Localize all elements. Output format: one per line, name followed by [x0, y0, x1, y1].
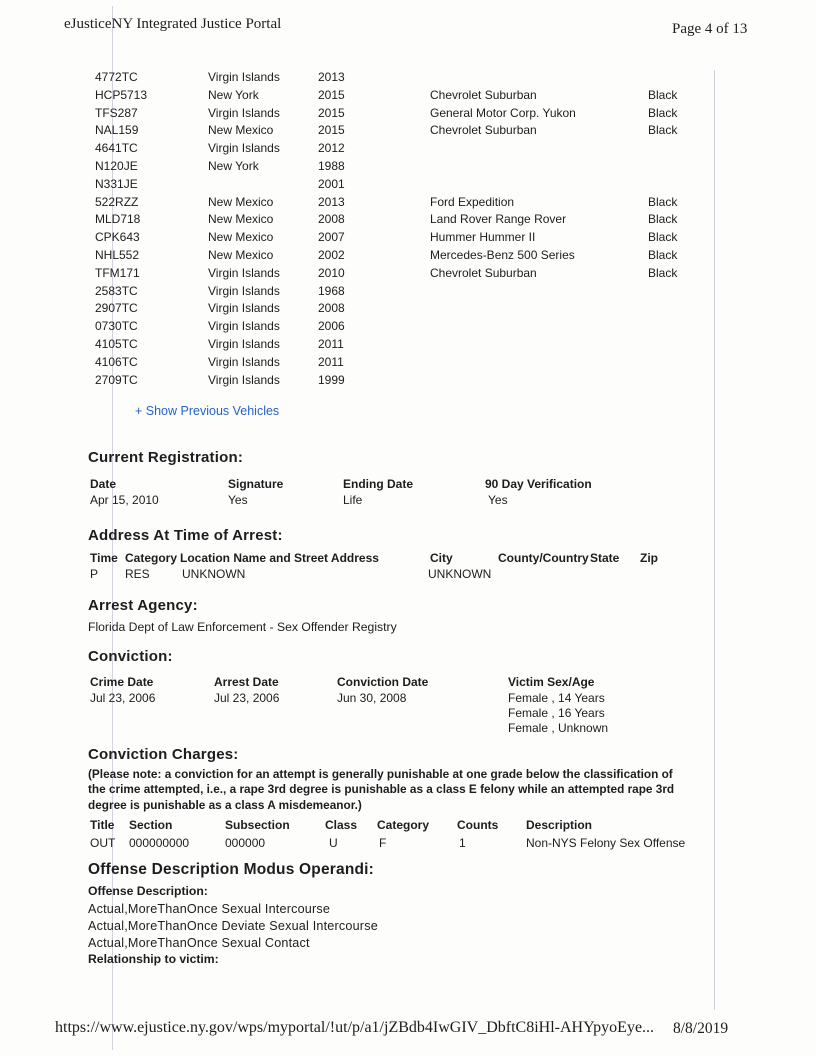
vehicle-year: 2007	[318, 230, 345, 245]
vehicle-year: 2008	[318, 212, 345, 227]
victim-list	[508, 691, 608, 737]
vehicle-year: 2008	[318, 301, 345, 316]
conv-conviction-date-value: Jun 30, 2008	[337, 691, 407, 705]
conv-arrest-date-value: Jul 23, 2006	[214, 691, 280, 705]
offense-description-label: Offense Description:	[88, 884, 208, 898]
note-line: degree is punishable as a class A misdemeanor.)	[88, 797, 362, 812]
vehicle-row	[95, 140, 775, 158]
arrest-agency-heading: Arrest Agency:	[88, 597, 198, 614]
vehicle-make-model: Chevrolet Suburban	[430, 87, 537, 102]
current-registration-value-row	[90, 493, 790, 509]
vehicle-color: Black	[648, 265, 678, 280]
vehicle-year: 2006	[318, 319, 345, 334]
vehicle-plate: 2907TC	[95, 301, 138, 316]
vehicle-make-model: Chevrolet Suburban	[430, 265, 537, 280]
vehicle-row	[95, 372, 775, 390]
offense-description-entry: Actual,MoreThanOnce Sexual Contact	[88, 936, 310, 950]
vehicle-plate: 0730TC	[95, 319, 138, 334]
vehicle-make-model: Hummer Hummer II	[430, 230, 536, 245]
addr-city-value: UNKNOWN	[428, 567, 492, 581]
charge-class-value: U	[329, 836, 338, 850]
addr-col-zip: Zip	[640, 551, 658, 565]
vehicle-plate: CPK643	[95, 230, 140, 245]
vehicle-state: Virgin Islands	[208, 319, 280, 334]
vehicle-make-model: Mercedes-Benz 500 Series	[430, 247, 575, 262]
addr-category-value: RES	[125, 567, 150, 581]
vehicle-color: Black	[648, 247, 678, 262]
addr-col-time: Time	[90, 551, 118, 565]
vehicle-plate: TFS287	[95, 105, 138, 120]
relationship-to-victim-label: Relationship to victim:	[88, 952, 219, 966]
reg-col-ending-date: Ending Date	[343, 477, 414, 491]
vehicle-color: Black	[648, 194, 678, 209]
victim-entry: Female , 16 Years	[508, 706, 605, 721]
vehicle-plate: 4106TC	[95, 354, 138, 369]
addr-col-city: City	[430, 551, 453, 565]
charge-col-subsection: Subsection	[225, 818, 290, 832]
conviction-heading: Conviction:	[88, 648, 173, 665]
vehicle-color: Black	[648, 105, 678, 120]
vehicle-row	[95, 336, 775, 354]
vehicle-plate: 4772TC	[95, 70, 138, 84]
charge-counts-value: 1	[459, 836, 466, 850]
victim-entry: Female , Unknown	[508, 721, 609, 736]
footer-print-date: 8/8/2019	[673, 1020, 729, 1037]
note-line: the crime attempted, i.e., a rape 3rd degree is punishable as a class E felony while an attempted rape 3rd	[88, 782, 675, 797]
charge-col-counts: Counts	[457, 818, 499, 832]
vehicle-row	[95, 194, 775, 212]
vehicle-color: Black	[648, 123, 678, 138]
address-at-arrest-heading: Address At Time of Arrest:	[88, 527, 283, 544]
note-line: (Please note: a conviction for an attempt is generally punishable at one grade below the classification of	[88, 767, 673, 781]
charges-header-row	[90, 818, 790, 834]
vehicle-year: 2015	[318, 123, 345, 138]
vehicle-year: 2010	[318, 265, 345, 280]
reg-col-signature: Signature	[228, 477, 284, 491]
vehicle-year: 2013	[318, 70, 345, 84]
vehicle-make-model: Ford Expedition	[430, 194, 515, 209]
vehicle-plate: 2709TC	[95, 372, 138, 387]
vehicle-state: New Mexico	[208, 194, 274, 209]
vehicle-year: 2011	[318, 336, 344, 351]
victim-entry: Female , 14 Years	[508, 691, 605, 705]
reg-signature-value: Yes	[228, 493, 248, 507]
vehicle-state: New Mexico	[208, 247, 274, 262]
vehicle-row	[95, 229, 775, 247]
vehicle-year: 2013	[318, 194, 345, 209]
vehicle-state: Virgin Islands	[208, 283, 280, 298]
vehicle-make-model: Land Rover Range Rover	[430, 212, 567, 227]
arrest-agency-value: Florida Dept of Law Enforcement - Sex Offender Registry	[88, 620, 397, 634]
vehicle-plate: NHL552	[95, 247, 140, 262]
page-number: Page 4 of 13	[672, 21, 748, 37]
vehicle-state: Virgin Islands	[208, 301, 280, 316]
vehicle-row	[95, 300, 775, 318]
vehicle-state: Virgin Islands	[208, 336, 280, 351]
charge-description-value: Non-NYS Felony Sex Offense	[526, 836, 686, 850]
vehicle-plate: 2583TC	[95, 283, 138, 298]
addr-location-value: UNKNOWN	[182, 567, 246, 581]
vehicle-state: Virgin Islands	[208, 372, 280, 387]
conv-col-crime-date: Crime Date	[90, 675, 154, 689]
vehicle-year: 1968	[318, 283, 345, 298]
addr-col-county-country: County/Country	[498, 551, 589, 565]
vehicle-year: 2002	[318, 247, 345, 262]
vehicle-color: Black	[648, 87, 678, 102]
vehicle-row	[95, 354, 775, 372]
conviction-charges-note	[88, 767, 674, 813]
addr-col-location: Location Name and Street Address	[180, 551, 379, 565]
current-registration-heading: Current Registration:	[88, 449, 244, 466]
offense-description-entry: Actual,MoreThanOnce Sexual Intercourse	[88, 902, 331, 916]
vehicle-year: 2015	[318, 105, 345, 120]
charge-col-category: Category	[377, 818, 430, 832]
vehicle-year: 1999	[318, 372, 345, 387]
conv-col-victim-sex-age: Victim Sex/Age	[508, 675, 595, 689]
vehicle-plate: 4641TC	[95, 141, 138, 156]
addr-col-state: State	[590, 551, 620, 565]
offense-description-entry: Actual,MoreThanOnce Deviate Sexual Intercourse	[88, 919, 378, 933]
reg-90-day-value: Yes	[488, 493, 508, 507]
vehicle-plate: N120JE	[95, 158, 138, 173]
vehicle-plate: MLD718	[95, 212, 141, 227]
vehicle-state: Virgin Islands	[208, 70, 280, 84]
vehicle-row	[95, 247, 775, 265]
vehicle-row	[95, 105, 775, 123]
vehicle-state: Virgin Islands	[208, 354, 280, 369]
vehicle-row	[95, 283, 775, 301]
vehicle-plate: HCP5713	[95, 87, 148, 102]
show-previous-vehicles-link[interactable]: + Show Previous Vehicles	[135, 404, 280, 418]
vehicle-state: New Mexico	[208, 230, 274, 245]
vehicle-row	[95, 318, 775, 336]
charge-col-title: Title	[90, 818, 115, 832]
vehicle-state: New Mexico	[208, 123, 274, 138]
charges-value-row	[90, 836, 790, 852]
vehicle-plate: 4105TC	[95, 336, 138, 351]
address-header-row	[90, 551, 790, 567]
reg-col-date: Date	[90, 477, 117, 491]
vehicle-state: Virgin Islands	[208, 105, 280, 120]
vehicle-year: 1988	[318, 158, 345, 173]
conviction-charges-heading: Conviction Charges:	[88, 746, 239, 763]
vehicle-state: New York	[208, 158, 259, 173]
vehicle-year: 2011	[318, 354, 344, 369]
vehicle-row	[95, 69, 775, 87]
vehicle-state: Virgin Islands	[208, 265, 280, 280]
conv-crime-date-value: Jul 23, 2006	[90, 691, 156, 705]
vehicle-make-model: Chevrolet Suburban	[430, 123, 537, 138]
charge-col-class: Class	[325, 818, 358, 832]
charge-section-value: 000000000	[129, 836, 190, 850]
charge-subsection-value: 000000	[225, 836, 266, 850]
vehicle-plate: N331JE	[95, 176, 138, 191]
vehicle-state: New York	[208, 87, 259, 102]
vehicle-color: Black	[648, 230, 678, 245]
vehicle-row	[95, 176, 775, 194]
vehicle-year: 2012	[318, 141, 345, 156]
reg-col-90-day-verification: 90 Day Verification	[485, 477, 592, 491]
vehicle-plate: NAL159	[95, 123, 139, 138]
reg-ending-date-value: Life	[343, 493, 363, 507]
offense-mo-heading: Offense Description Modus Operandi:	[88, 861, 375, 878]
vehicle-row	[95, 158, 775, 176]
vehicle-year: 2001	[318, 176, 345, 191]
vehicle-make-model: General Motor Corp. Yukon	[430, 105, 576, 120]
vehicle-state: Virgin Islands	[208, 141, 280, 156]
addr-col-category: Category	[125, 551, 178, 565]
conv-col-conviction-date: Conviction Date	[337, 675, 429, 689]
conviction-header-row	[90, 675, 790, 691]
vehicle-row	[95, 211, 775, 229]
offense-description-list	[88, 901, 378, 952]
vehicle-row	[95, 87, 775, 105]
addr-time-value: P	[90, 567, 99, 581]
charge-title-value: OUT	[90, 836, 116, 850]
portal-header-title: eJusticeNY Integrated Justice Portal	[64, 16, 282, 32]
charge-col-section: Section	[129, 818, 173, 832]
reg-date-value: Apr 15, 2010	[90, 493, 159, 507]
conv-col-arrest-date: Arrest Date	[214, 675, 279, 689]
charge-category-value: F	[379, 836, 387, 850]
current-registration-header-row	[90, 477, 790, 493]
charge-col-description: Description	[526, 818, 593, 832]
vehicle-table	[95, 69, 775, 389]
vehicle-row	[95, 122, 775, 140]
vehicle-row	[95, 265, 775, 283]
vehicle-color: Black	[648, 212, 678, 227]
vehicle-state: New Mexico	[208, 212, 274, 227]
vehicle-plate: TFM171	[95, 265, 140, 280]
conviction-value-row	[90, 691, 790, 707]
footer-url: https://www.ejustice.ny.gov/wps/myportal/!ut/p/a1/jZBdb4IwGIV_DbftC8iHl-AHYpyoEye...	[55, 1019, 655, 1036]
vehicle-plate: 522RZZ	[95, 194, 139, 209]
address-value-row	[90, 567, 790, 583]
vehicle-year: 2015	[318, 87, 345, 102]
